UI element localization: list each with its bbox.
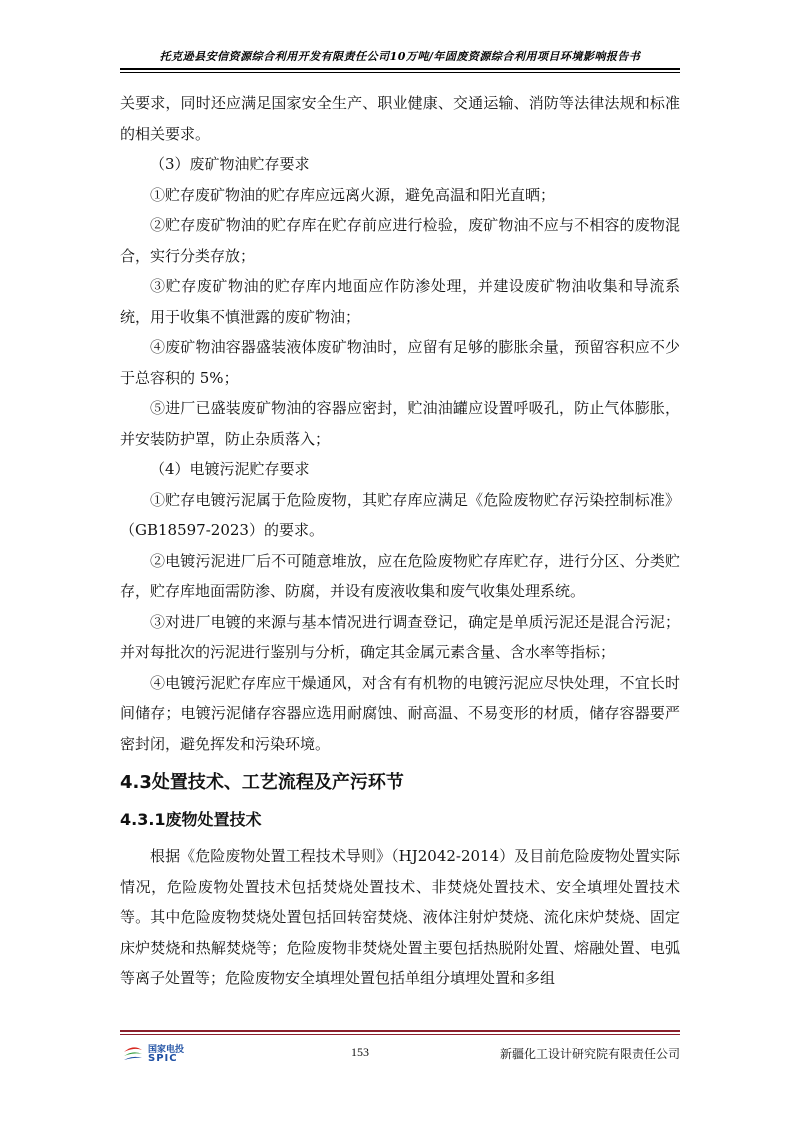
section-heading-4-3-1: 4.3.1废物处置技术 [120,810,262,829]
footer-rule-thin [120,1034,680,1035]
list-item: ①贮存电镀污泥属于危险废物，其贮存库应满足《危险废物贮存污染控制标准》（GB18597-2023）的要求。 [120,490,680,539]
list-item: ②贮存废矿物油的贮存库在贮存前应进行检验，废矿物油不应与不相容的废物混合，实行分类存放； [120,216,680,265]
footer-rule [120,1030,680,1032]
spic-logo [122,1042,212,1066]
list-item: ①贮存废矿物油的贮存库应远离火源，避免高温和阳光直晒； [150,185,556,204]
list-item: ③对进厂电镀的来源与基本情况进行调查登记，确定是单质污泥还是混合污泥；并对每批次的污泥进行鉴别与分析，确定其金属元素含量、含水率等指标； [120,612,680,661]
paragraph: 根据《危险废物处置工程技术导则》（HJ2042-2014）及目前危险废物处置实际情况，危险废物处置技术包括焚烧处置技术、非焚烧处置技术、安全填埋处置技术等。其中危险废物焚烧处置包括回转窑焚烧、液体注射炉焚烧、流化床炉焚烧、固定床炉焚烧和热解焚烧等；危险废物非焚烧处置主要包括热脱附处置、熔融处置、电弧等离子处置等；危险废物安全填埋处置包括单组分填埋处置和多组 [120,847,680,987]
section-heading-4-3: 4.3处置技术、工艺流程及产污环节 [120,772,404,793]
subsection-title-3: （3）废矿物油贮存要求 [150,155,310,173]
paragraph: 关要求，同时还应满足国家安全生产、职业健康、交通运输、消防等法律法规和标准的相关要求。 [120,94,680,143]
footer-organization: 新疆化工设计研究院有限责任公司 [499,1047,680,1061]
logo-text-cn: 国家电投 [148,1045,185,1055]
page-number: 153 [351,1045,369,1059]
page-header-title: 托克逊县安信资源综合利用开发有限责任公司10万吨/年固废资源综合利用项目环境影响报告书 [159,50,641,63]
spic-logo-icon [122,1044,144,1064]
subsection-title-4: （4）电镀污泥贮存要求 [150,460,310,478]
logo-text-en: SPIC [148,1053,178,1064]
list-item: ②电镀污泥进厂后不可随意堆放，应在危险废物贮存库贮存，进行分区、分类贮存，贮存库地面需防渗、防腐，并设有废液收集和废气收集处理系统。 [120,551,680,600]
list-item: ④废矿物油容器盛装液体废矿物油时，应留有足够的膨胀余量，预留容积应不少于总容积的 5%； [120,338,680,387]
list-item: ③贮存废矿物油的贮存库内地面应作防渗处理，并建设废矿物油收集和导流系统，用于收集不慎泄露的废矿物油； [120,277,680,326]
document-body [120,88,680,994]
list-item: ⑤进厂已盛装废矿物油的容器应密封，贮油油罐应设置呼吸孔，防止气体膨胀，并安装防护罩，防止杂质落入； [120,399,680,448]
list-item: ④电镀污泥贮存库应干燥通风，对含有有机物的电镀污泥应尽快处理，不宜长时间储存；电镀污泥储存容器应选用耐腐蚀、耐高温、不易变形的材质，储存容器要严密封闭，避免挥发和污染环境。 [120,673,680,753]
header-rule-thin [120,72,680,73]
header-rule [120,68,680,70]
